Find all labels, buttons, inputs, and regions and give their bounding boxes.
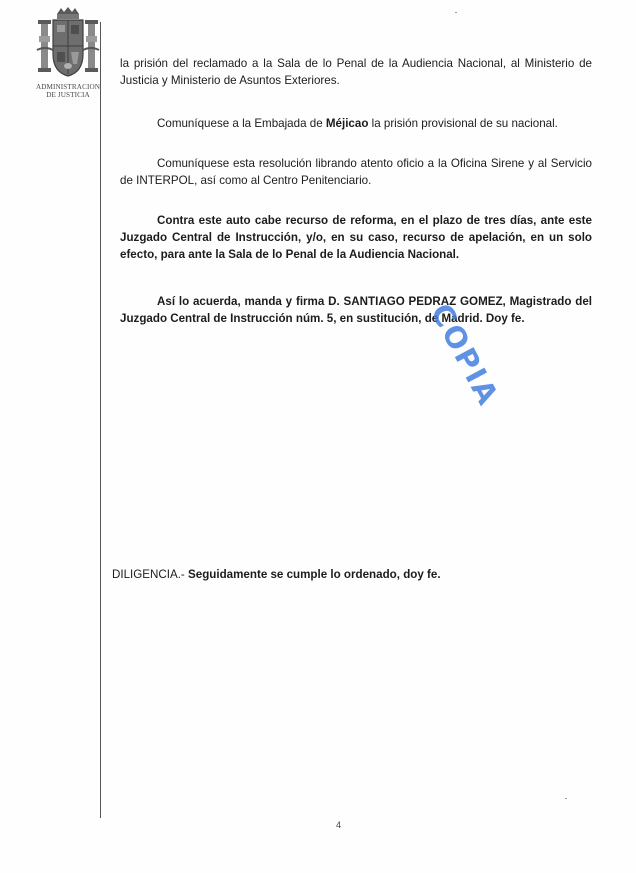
diligencia-label: DILIGENCIA.- [112,568,185,581]
caption-line-1: ADMINISTRACION [35,83,101,91]
spanish-coat-of-arms-icon [35,6,101,82]
diligencia-text: Seguidamente se cumple lo ordenado, doy fe. [184,568,441,581]
country-name: Méjicao [325,117,369,130]
copia-stamp: COPIA [423,298,506,412]
caption-line-2: DE JUSTICIA [46,91,90,99]
paragraph-embajada-end: la prisión provisional de su nacional. [368,117,558,130]
diligencia-line [112,566,441,583]
letterhead [30,6,106,106]
paragraph-oficio: Comuníquese esta resolución librando atento oficio a la Oficina Sirene y al Servicio de INTERPOL, así como al Centro Penitenciario. [120,157,592,187]
page-number: 4 [336,820,342,830]
paragraph-embajada [120,115,592,132]
paragraph-embajada-start: Comuníquese a la Embajada de [157,117,326,130]
paragraph-prision-reclamado: la prisión del reclamado a la Sala de lo Penal de la Audiencia Nacional, al Ministerio de Justicia y Ministerio de Asuntos Exteriores. [120,57,592,87]
letterhead-caption [30,83,106,99]
paragraph-recurso: Contra este auto cabe recurso de reforma, en el plazo de tres días, ante este Juzgado Central de Instrucción, y/o, en su caso, recurso de apelación, en un solo efecto, para ante la Sala de lo Penal de la Audiencia Nacional. [120,214,592,261]
margin-rule [100,22,101,818]
scan-speck [455,12,457,13]
scan-speck [565,798,567,799]
paragraph-firma: Así lo acuerda, manda y firma D. SANTIAGO PEDRAZ GOMEZ, Magistrado del Juzgado Central de Instrucción núm. 5, en sustitución, de Madrid. Doy fe. [120,295,592,325]
